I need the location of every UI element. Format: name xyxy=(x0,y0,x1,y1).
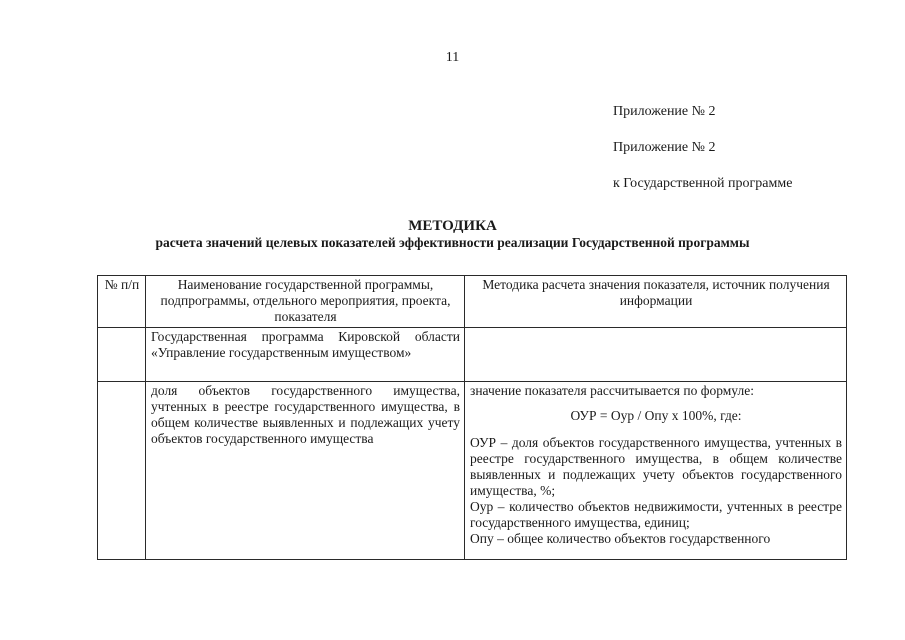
row2-name: доля объектов государственного имущества, учтенных в реестре государственного имущества, в общем количестве выявленных и подлежащих учету объектов государственного имущества xyxy=(146,382,465,560)
row1-num xyxy=(98,328,146,382)
method-definition-1: ОУР – доля объектов государственного имущества, учтенных в реестре государственного имущества, в общем количестве выявленных и подлежащих учету объектов государственного имущества, %; xyxy=(470,435,842,498)
method-definition-3: Опу – общее количество объектов государственного xyxy=(470,531,771,546)
header-name: Наименование государственной программы, подпрограммы, отдельного мероприятия, проекта, показателя xyxy=(146,276,465,328)
appendix-line-1: Приложение № 2 xyxy=(613,104,716,119)
row1-method xyxy=(465,328,847,382)
appendix-line-3: к Государственной программе xyxy=(613,176,793,191)
method-formula: ОУР = Оур / Опу х 100%, где: xyxy=(570,408,742,423)
row1-name: Государственная программа Кировской области «Управление государственным имуществом» xyxy=(146,328,465,382)
table-header-row xyxy=(98,276,847,328)
page-number: 11 xyxy=(445,50,460,65)
row2-method xyxy=(465,382,847,560)
appendix-line-2: Приложение № 2 xyxy=(613,140,716,155)
header-num: № п/п xyxy=(98,276,146,328)
table-row xyxy=(98,328,847,382)
document-title: МЕТОДИКА xyxy=(408,218,497,234)
document-subtitle: расчета значений целевых показателей эффективности реализации Государственной программы xyxy=(155,235,750,250)
methodology-table xyxy=(97,275,847,560)
header-method: Методика расчета значения показателя, источник получения информации xyxy=(465,276,847,328)
row2-num xyxy=(98,382,146,560)
table-row xyxy=(98,382,847,560)
method-definition-2: Оур – количество объектов недвижимости, учтенных в реестре государственного имущества, единиц; xyxy=(470,499,842,530)
method-intro: значение показателя рассчитывается по формуле: xyxy=(470,383,754,398)
